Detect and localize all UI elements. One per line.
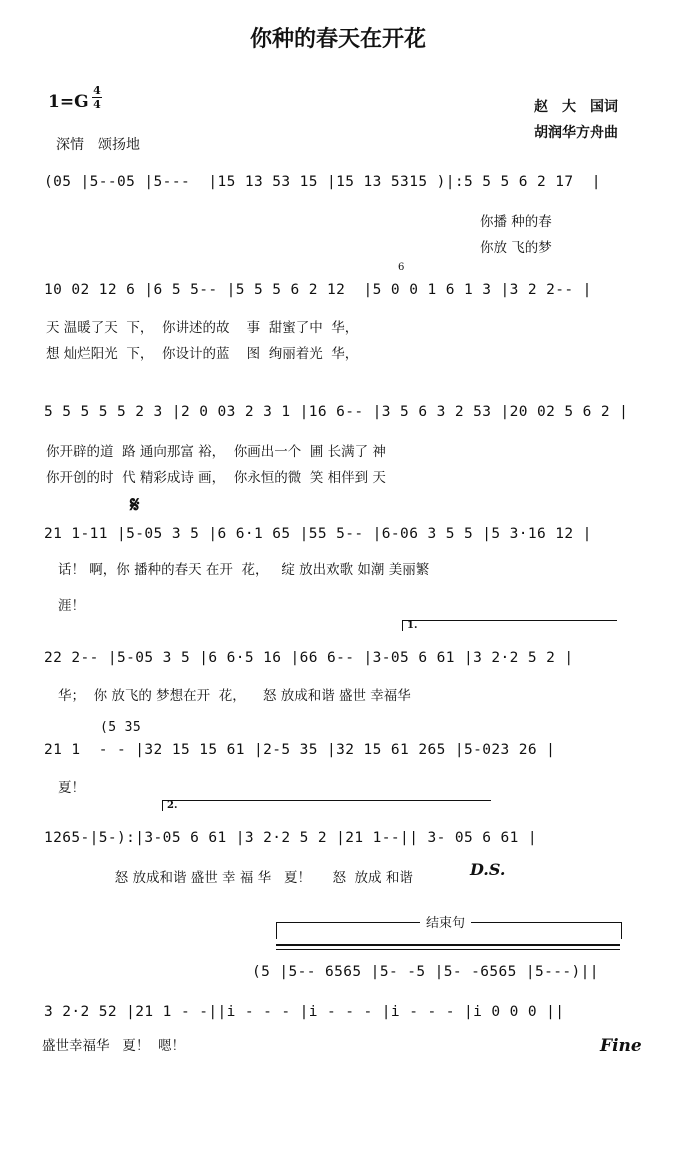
lyric-line-6a: 夏！ — [58, 780, 85, 796]
ending-accompaniment: (5 |5-- 6565 |5- -5 |5- -6565 |5---)|| — [252, 964, 599, 980]
lyric-line-2b: 想 灿烂阳光 下， 你设计的蓝 图 绚丽着光 华， — [46, 346, 359, 362]
page-title: 你种的春天在开花 — [249, 27, 426, 52]
lyric-line-1b: 你放 飞的梦 — [480, 240, 552, 256]
tempo-mark: 深情 颂扬地 — [56, 137, 140, 153]
ds-mark: D.S. — [470, 860, 506, 879]
segno-sign: 𝄋 — [130, 492, 140, 518]
notation-line-8: 3 2·2 52 |21 1 - -||i - - - |i - - - |i - - - |i 0 0 0 || — [44, 1004, 565, 1020]
time-signature-top: 4 — [93, 84, 101, 97]
lyric-line-1a: 你播 种的春 — [480, 214, 552, 230]
volta-2-label: 2. — [167, 800, 178, 811]
ending-section-label: 结束句 — [420, 912, 471, 931]
lyric-line-7a: 怒 放成和谐 盛世 幸 福 华 夏！ 怒 放成 和谐 — [46, 870, 413, 886]
notation-line-7: 1265-|5-):|3-05 6 61 |3 2·2 5 2 |21 1--|| 3- 05 6 61 | — [44, 830, 538, 846]
key-signature: 1=G — [48, 92, 89, 112]
notation-line-1: (05 |5--05 |5--- |15 13 53 15 |15 13 5315 )|:5 5 5 6 2 17 | — [44, 174, 601, 190]
lyric-line-3b: 你开创的时 代 精彩成诗 画， 你永恒的微 笑 相伴到 天 — [46, 470, 386, 486]
notation-line-6: 21 1 - - |32 15 15 61 |2-5 35 |32 15 61 265 |5-023 26 | — [44, 742, 556, 758]
lyric-line-5a: 华； 你 放飞的 梦想在开 花， 怒 放成和谐 盛世 幸福华 — [58, 688, 411, 704]
fine-mark: Fine — [600, 1036, 642, 1056]
grace-note: 6 — [398, 262, 405, 273]
notation-line-5: 22 2-- |5-05 3 5 |6 6·5 16 |66 6-- |3-05 6 61 |3 2·2 5 2 | — [44, 650, 574, 666]
notation-line-2: 10 02 12 6 |6 5 5-- |5 5 5 6 2 12 |5 0 0 1 6 1 3 |3 2 2-- | — [44, 282, 592, 298]
composer-credit: 胡润华方舟曲 — [534, 125, 618, 141]
volta-1-label: 1. — [407, 620, 418, 631]
ending-rule — [276, 944, 620, 946]
pickup-notes: (5 35 — [100, 720, 142, 735]
lyric-line-4a: 话！ 啊，你 播种的春天 在开 花， 绽 放出欢歌 如潮 美丽繁 — [58, 562, 430, 578]
notation-line-3: 5 5 5 5 5 2 3 |2 0 03 2 3 1 |16 6-- |3 5 6 3 2 53 |20 02 5 6 2 | — [44, 404, 629, 420]
time-signature-bottom: 4 — [93, 98, 101, 111]
lyric-line-3a: 你开辟的道 路 通向那富 裕， 你画出一个 圃 长满了 神 — [46, 444, 386, 460]
lyric-line-4b: 涯！ — [58, 598, 85, 614]
lyricist-credit: 赵 大 国词 — [534, 99, 618, 115]
lyric-line-2a: 天 温暖了天 下， 你讲述的故 事 甜蜜了中 华， — [46, 320, 359, 336]
time-signature — [92, 84, 102, 111]
volta-bracket-2 — [162, 800, 491, 811]
lyric-line-8a: 盛世幸福华 夏！ 嗯！ — [42, 1038, 185, 1054]
volta-bracket-1 — [402, 620, 617, 631]
ending-rule-thin — [276, 949, 620, 950]
notation-line-4: 21 1-11 |5-05 3 5 |6 6·1 65 |55 5-- |6-06 3 5 5 |5 3·16 12 | — [44, 526, 592, 542]
